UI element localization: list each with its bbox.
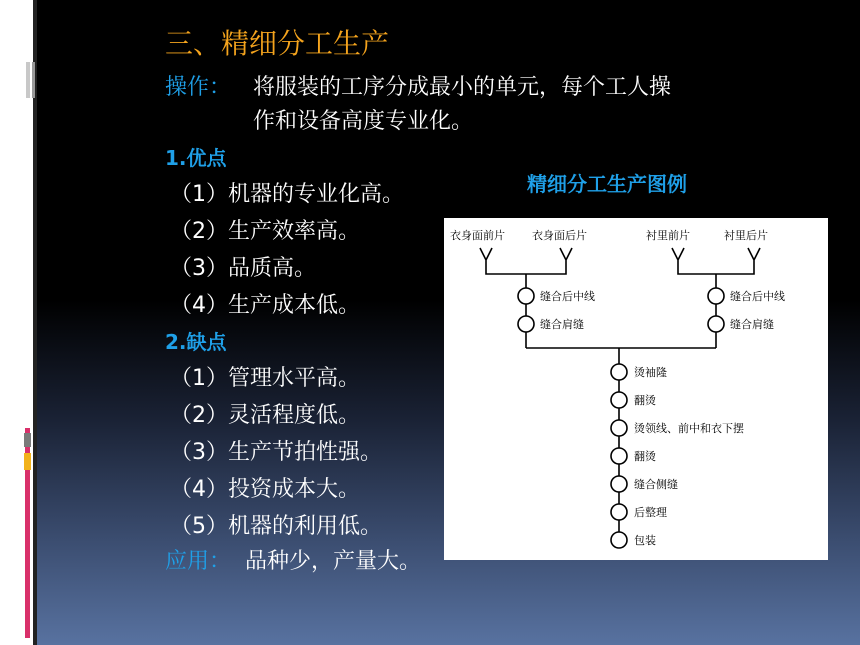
- application-text: 品种少，产量大。: [245, 549, 422, 574]
- step-label: 缝合后中线: [540, 290, 595, 303]
- step-label: 缝合后中线: [730, 290, 785, 303]
- step-label: 烫领线、前中和衣下摆: [634, 422, 744, 435]
- process-node: [611, 448, 627, 464]
- piece-label: 衣身面后片: [532, 229, 587, 242]
- process-node: [708, 316, 724, 332]
- piece-input-symbol: [672, 248, 684, 268]
- process-node: [611, 476, 627, 492]
- operation-line-2: 作和设备高度专业化。: [253, 109, 474, 134]
- piece-input-symbol: [748, 248, 760, 268]
- disadvantage-item: （4）投资成本大。: [170, 477, 360, 502]
- application-label: 应用：: [165, 549, 232, 574]
- step-label: 翻烫: [634, 450, 656, 463]
- step-label: 翻烫: [634, 394, 656, 407]
- disadvantage-item: （2）灵活程度低。: [170, 403, 360, 428]
- operation-line-1: 将服装的工序分成最小的单元，每个工人操: [253, 75, 672, 100]
- decor-square-yellow: [24, 453, 31, 470]
- step-label: 包装: [634, 534, 656, 547]
- advantage-item: （1）机器的专业化高。: [170, 182, 404, 207]
- advantage-item: （2）生产效率高。: [170, 219, 360, 244]
- step-label: 烫袖隆: [634, 366, 667, 379]
- advantage-item: （3）品质高。: [170, 256, 316, 281]
- process-node: [611, 532, 627, 548]
- process-flow-diagram: [444, 218, 828, 560]
- disadvantage-item: （5）机器的利用低。: [170, 514, 382, 539]
- step-label: 缝合肩缝: [540, 318, 584, 331]
- process-node: [518, 288, 534, 304]
- process-node: [611, 392, 627, 408]
- figure-title: 精细分工生产图例: [527, 172, 687, 196]
- piece-input-symbol: [560, 248, 572, 268]
- process-node: [611, 420, 627, 436]
- advantages-heading: 1.优点: [165, 146, 227, 170]
- process-flow-svg: [444, 218, 828, 560]
- slide-title: 三、精细分工生产: [165, 27, 390, 60]
- disadvantages-heading: 2.缺点: [165, 330, 227, 354]
- disadvantage-item: （3）生产节拍性强。: [170, 440, 382, 465]
- step-label: 后整理: [634, 506, 667, 519]
- process-node: [518, 316, 534, 332]
- advantage-item: （4）生产成本低。: [170, 293, 360, 318]
- piece-label: 衬里前片: [646, 229, 690, 242]
- piece-label: 衬里后片: [724, 229, 768, 242]
- piece-label: 衣身面前片: [450, 229, 505, 242]
- step-label: 缝合侧缝: [634, 478, 678, 491]
- decor-bars-top: [18, 62, 40, 98]
- disadvantage-item: （1）管理水平高。: [170, 366, 360, 391]
- process-node: [611, 364, 627, 380]
- decor-square-gray: [24, 433, 31, 447]
- piece-input-symbol: [480, 248, 492, 268]
- process-node: [708, 288, 724, 304]
- operation-label: 操作：: [165, 75, 232, 100]
- process-node: [611, 504, 627, 520]
- step-label: 缝合肩缝: [730, 318, 774, 331]
